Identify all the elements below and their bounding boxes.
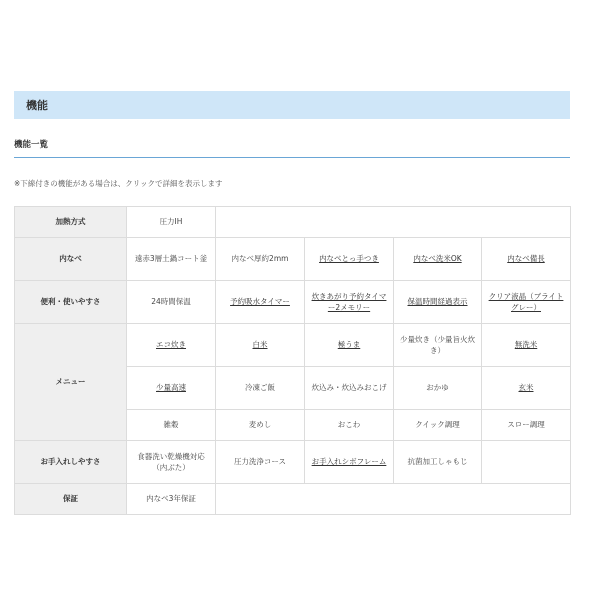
link-warm-time-display[interactable]: 保温時間経過表示 [407, 297, 468, 307]
link-inner-pot-wash[interactable]: 内なべ洗米OK [413, 254, 462, 264]
link-shibo-frame[interactable]: お手入れシボフレーム [311, 457, 387, 467]
row-label-inner-pot: 内なべ [15, 238, 127, 281]
subheading-feature-list: 機能一覧 [14, 138, 570, 158]
row-label-warranty: 保証 [15, 484, 127, 515]
link-clear-lcd[interactable]: クリア液晶（ブライトグレー） [488, 291, 564, 312]
empty-cell [216, 484, 571, 515]
link-menu-small-fast[interactable]: 少量高速 [156, 383, 186, 393]
cell-24h-warm: 24時間保温 [127, 281, 216, 324]
cell-soak-timer [216, 281, 305, 324]
cell-warranty-3y: 内なべ3年保証 [127, 484, 216, 515]
cell-warm-time-display [394, 281, 482, 324]
cell-menu-genmai [482, 367, 571, 410]
cell-dishwasher-ok: 食器洗い乾燥機対応（内ぶた） [127, 441, 216, 484]
row-label-heating: 加熱方式 [15, 207, 127, 238]
cell-inner-pot-wash [394, 238, 482, 281]
link-soak-timer[interactable]: 予約吸水タイマー [230, 297, 290, 307]
link-menu-musenmai[interactable]: 無洗米 [514, 340, 538, 350]
note-text: ※下線付きの機能がある場合は、クリックで詳細を表示します [14, 179, 223, 188]
cell-menu-slow-cook: スロー調理 [482, 410, 571, 441]
cell-antibacterial-shamoji: 抗菌加工しゃもじ [394, 441, 482, 484]
section-title: 機能 [14, 91, 570, 119]
cell-menu-mugimeshi: 麦めし [216, 410, 305, 441]
link-inner-pot-binchotan[interactable]: 内なべ備長 [507, 254, 545, 264]
link-reservation-timer[interactable]: 炊きあがり予約タイマー2メモリー [311, 291, 387, 312]
cell-menu-gokuuma [305, 324, 394, 367]
cell-pressure-wash: 圧力洗浄コース [216, 441, 305, 484]
cell-menu-okayu: おかゆ [394, 367, 482, 410]
cell-reservation-timer [305, 281, 394, 324]
cell-clear-lcd [482, 281, 571, 324]
feature-table [14, 206, 571, 515]
link-menu-gokuuma[interactable]: 極うま [337, 340, 361, 350]
empty-cell [482, 441, 571, 484]
cell-menu-small-fast [127, 367, 216, 410]
cell-menu-small-amount: 少量炊き（少量旨火炊き） [394, 324, 482, 367]
cell-menu-eco [127, 324, 216, 367]
row-label-convenience: 便利・使いやすさ [15, 281, 127, 324]
cell-menu-white-rice [216, 324, 305, 367]
table-row-warranty [15, 484, 571, 515]
empty-cell [216, 207, 571, 238]
cell-menu-quick-cook: クイック調理 [394, 410, 482, 441]
cell-menu-okowa: おこわ [305, 410, 394, 441]
row-label-menu: メニュー [15, 324, 127, 441]
table-row-care [15, 441, 571, 484]
link-menu-eco[interactable]: エコ炊き [156, 340, 186, 350]
link-inner-pot-handle[interactable]: 内なべとっ手つき [319, 254, 379, 264]
cell-menu-takikomi: 炊込み・炊込みおこげ [305, 367, 394, 410]
row-label-care: お手入れしやすさ [15, 441, 127, 484]
cell-inner-pot-binchotan [482, 238, 571, 281]
cell-inner-pot-handle [305, 238, 394, 281]
cell-menu-zakkoku: 雑穀 [127, 410, 216, 441]
table-row-inner-pot [15, 238, 571, 281]
cell-menu-frozen-rice: 冷凍ご飯 [216, 367, 305, 410]
table-row-menu-1 [15, 324, 571, 367]
cell-inner-pot-coating: 遠赤3層土鍋コート釜 [127, 238, 216, 281]
cell-inner-pot-thickness: 内なべ厚約2mm [216, 238, 305, 281]
cell-shibo-frame [305, 441, 394, 484]
link-menu-white-rice[interactable]: 白米 [252, 340, 268, 350]
cell-pressure-ih: 圧力IH [127, 207, 216, 238]
link-menu-genmai[interactable]: 玄米 [518, 383, 534, 393]
table-row-convenience [15, 281, 571, 324]
table-row-heating [15, 207, 571, 238]
cell-menu-musenmai [482, 324, 571, 367]
